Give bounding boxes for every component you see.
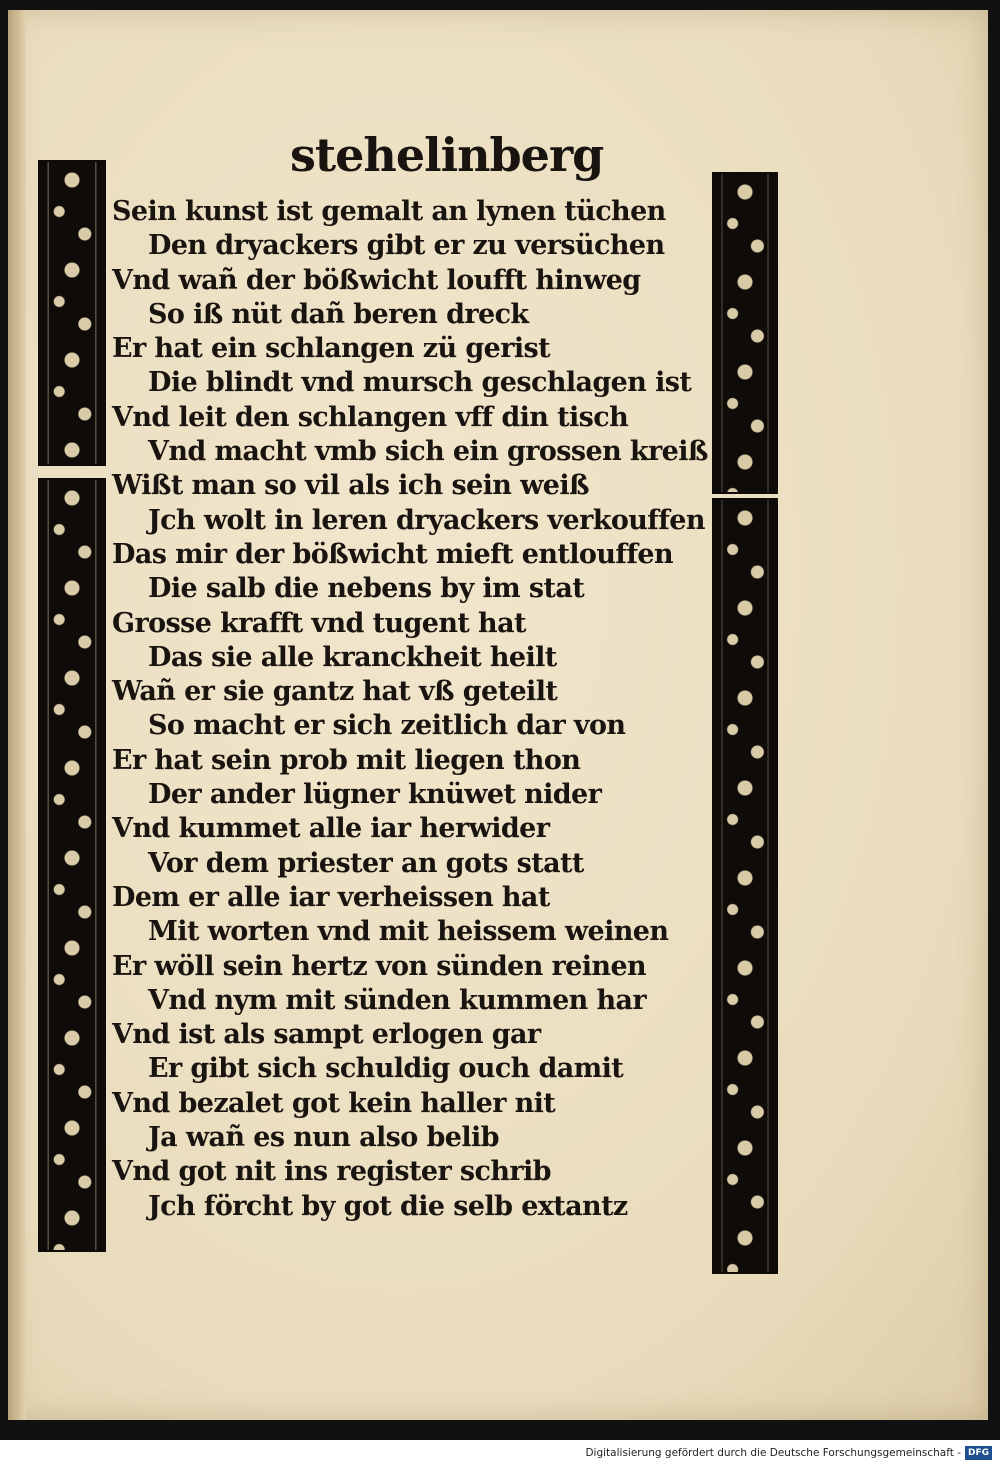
verse-line: Vnd got nit ins register schrib bbox=[112, 1156, 551, 1188]
page-gutter bbox=[8, 10, 26, 1420]
verse-line: Das mir der bößwicht mieft entlouffen bbox=[112, 538, 673, 570]
verse-line: Dem er alle iar verheissen hat bbox=[112, 881, 550, 913]
verse-line: Vor dem priester an gots statt bbox=[148, 847, 584, 879]
digitization-footer bbox=[585, 1444, 992, 1462]
woodcut-border-left-bottom bbox=[38, 478, 106, 1252]
verse-line: Jch förcht by got die selb extantz bbox=[148, 1190, 628, 1222]
verse-line: Mit worten vnd mit heissem weinen bbox=[148, 916, 669, 948]
verse-line: Wißt man so vil als ich sein weiß bbox=[112, 470, 589, 502]
verse-line: Sein kunst ist gemalt an lynen tüchen bbox=[112, 196, 666, 227]
verse-line: Den dryackers gibt er zu versüchen bbox=[148, 230, 665, 262]
woodcut-border-right-bottom bbox=[712, 498, 778, 1274]
verse-line: Vnd ist als sampt erlogen gar bbox=[112, 1019, 541, 1051]
verse-line: Vnd kummet alle iar herwider bbox=[112, 813, 550, 845]
verse-line: Vnd nym mit sünden kummen har bbox=[148, 984, 647, 1016]
page-heading: stehelinberg bbox=[290, 128, 604, 182]
verse-line: Wañ er sie gantz hat vß geteilt bbox=[112, 676, 558, 708]
woodcut-border-right-top bbox=[712, 172, 778, 494]
verse-line: Ja wañ es nun also belib bbox=[148, 1122, 499, 1154]
verse-line: Vnd wañ der bößwicht loufft hinweg bbox=[112, 264, 641, 296]
verse-line: Vnd leit den schlangen vff din tisch bbox=[112, 401, 629, 433]
woodcut-border-left-top bbox=[38, 160, 106, 466]
verse-line: Vnd macht vmb sich ein grossen kreiß bbox=[148, 436, 708, 468]
verse-line: Der ander lügner knüwet nider bbox=[148, 779, 602, 811]
verse-line: Er hat sein prob mit liegen thon bbox=[112, 744, 581, 776]
verse-text bbox=[112, 195, 708, 1224]
verse-line: Jch wolt in leren dryackers verkouffen bbox=[148, 504, 705, 536]
verse-line: Er gibt sich schuldig ouch damit bbox=[148, 1053, 624, 1085]
verse-line: Die salb die nebens by im stat bbox=[148, 573, 585, 605]
verse-line: So macht er sich zeitlich dar von bbox=[148, 710, 626, 742]
verse-line: Er wöll sein hertz von sünden reinen bbox=[112, 950, 647, 982]
verse-line: Er hat ein schlangen zü gerist bbox=[112, 333, 550, 365]
verse-line: Die blindt vnd mursch geschlagen ist bbox=[148, 367, 692, 399]
verse-line: So iß nüt dañ beren dreck bbox=[148, 298, 529, 330]
verse-line: Grosse krafft vnd tugent hat bbox=[112, 607, 526, 639]
dfg-logo-icon: DFG bbox=[965, 1446, 992, 1460]
verse-line: Das sie alle kranckheit heilt bbox=[148, 641, 557, 673]
verse-line: Vnd bezalet got kein haller nit bbox=[112, 1087, 556, 1119]
funding-note: Digitalisierung gefördert durch die Deutsche Forschungsgemeinschaft - bbox=[585, 1447, 961, 1459]
